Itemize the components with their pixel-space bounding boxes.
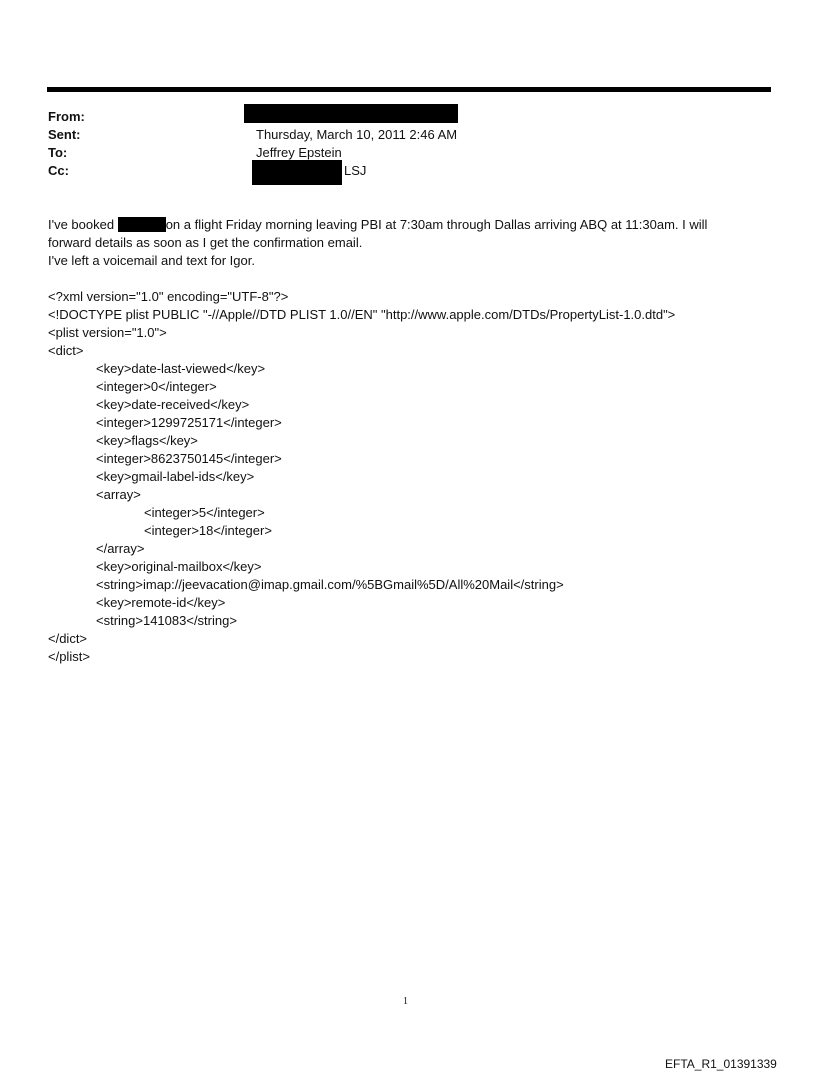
plist-line: <integer>5</integer> <box>144 505 265 520</box>
plist-line: <integer>1299725171</integer> <box>96 415 282 430</box>
plist-line: <plist version="1.0"> <box>48 325 167 340</box>
plist-line: <key>flags</key> <box>96 433 198 448</box>
cc-redaction <box>252 160 342 185</box>
plist-line: <string>imap://jeevacation@imap.gmail.com/%5BGmail%5D/All%20Mail</string> <box>96 577 564 592</box>
plist-line: <integer>18</integer> <box>144 523 272 538</box>
plist-line: <integer>8623750145</integer> <box>96 451 282 466</box>
plist-line: <string>141083</string> <box>96 613 237 628</box>
cc-label: Cc: <box>48 163 69 178</box>
message-line-3: I've left a voicemail and text for Igor. <box>48 253 255 268</box>
plist-line: </array> <box>96 541 145 556</box>
from-redaction <box>244 104 458 123</box>
plist-line: <dict> <box>48 343 84 358</box>
to-value: Jeffrey Epstein <box>256 145 342 160</box>
plist-line: <!DOCTYPE plist PUBLIC "-//Apple//DTD PLIST 1.0//EN" "http://www.apple.com/DTDs/PropertyList-1.0.dtd"> <box>48 307 676 322</box>
to-label: To: <box>48 145 68 160</box>
plist-line: </plist> <box>48 649 90 664</box>
from-label: From: <box>48 109 85 124</box>
plist-line: <key>remote-id</key> <box>96 595 226 610</box>
plist-line: <integer>0</integer> <box>96 379 217 394</box>
sent-value: Thursday, March 10, 2011 2:46 AM <box>256 127 458 142</box>
message-line-1-start: I've booked <box>48 217 118 232</box>
message-line-1-end: on a flight Friday morning leaving PBI at 7:30am through Dallas arriving ABQ at 11:30am. I will <box>165 217 708 232</box>
plist-line: <?xml version="1.0" encoding="UTF-8"?> <box>48 289 289 304</box>
plist-line: <key>date-received</key> <box>96 397 250 412</box>
plist-line: <key>original-mailbox</key> <box>96 559 262 574</box>
plist-line: </dict> <box>48 631 88 646</box>
page-number: 1 <box>403 996 408 1007</box>
message-line-1 <box>48 216 707 234</box>
name-redaction <box>118 217 166 232</box>
plist-line: <key>date-last-viewed</key> <box>96 361 266 376</box>
cc-value: LSJ <box>344 163 367 178</box>
plist-line: <array> <box>96 487 141 502</box>
plist-line: <key>gmail-label-ids</key> <box>96 469 255 484</box>
document-id: EFTA_R1_01391339 <box>665 1057 777 1071</box>
sent-label: Sent: <box>48 127 81 142</box>
message-line-2: forward details as soon as I get the confirmation email. <box>48 235 363 250</box>
header-divider-rule <box>47 87 771 92</box>
